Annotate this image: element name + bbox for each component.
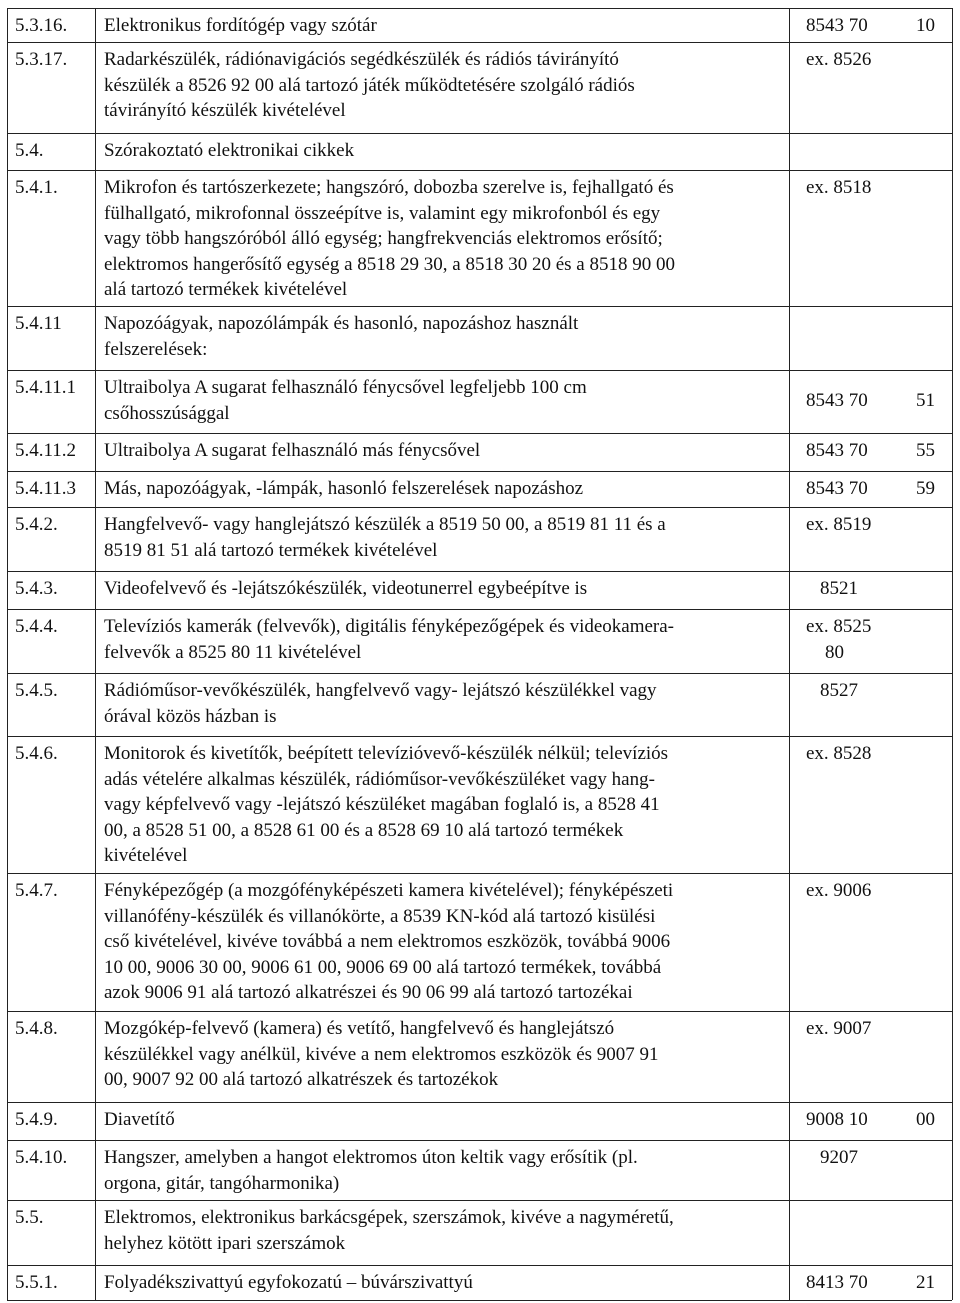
row-separator [7, 8, 952, 9]
item-description-line: Hangszer, amelyben a hangot elektromos úton keltik vagy erősítik (pl. [104, 1147, 638, 1168]
item-number: 5.4.9. [15, 1109, 58, 1130]
item-description-line: Más, napozóágyak, -lámpák, hasonló felszerelések napozáshoz [104, 478, 584, 499]
row-separator [7, 571, 952, 572]
item-description-line: kivételével [104, 845, 188, 866]
item-description-line: felszerelések: [104, 338, 208, 360]
item-description-line: fülhallgató, mikrofonnal összeépítve is, valamint egy mikrofonból és egy [104, 202, 661, 224]
item-description-line: orgona, gitár, tangóharmonika) [104, 1172, 340, 1194]
hs-code: ex. 8525 [806, 616, 872, 637]
item-description-line: villanófény-készülék és villanókörte, a 8539 KN-kód alá tartozó kisülési [104, 905, 656, 927]
item-description-line: készülék a 8526 92 00 alá tartozó játék működtetésére szolgáló rádiós [104, 74, 635, 96]
row-separator [7, 609, 952, 610]
item-description-line: felvevők a 8525 80 11 kivételével [104, 641, 362, 663]
item-number: 5.4.2. [15, 514, 58, 535]
row-separator [7, 1102, 952, 1103]
hs-subcode: 51 [916, 389, 935, 411]
row-separator [7, 42, 952, 43]
hs-code: ex. 8526 [806, 49, 872, 70]
item-description-line: 10 00, 9006 30 00, 9006 61 00, 9006 69 00 alá tartozó termékek, továbbá [104, 956, 662, 978]
column-divider-description [789, 8, 790, 1300]
hs-subcode: 00 [916, 1109, 935, 1130]
item-description-line: Diavetítő [104, 1109, 175, 1130]
hs-code: 8413 70 [806, 1272, 868, 1293]
item-number: 5.4. [15, 140, 44, 161]
item-number: 5.4.8. [15, 1018, 58, 1039]
item-description-line: vagy több hangszóróból álló egység; hangfrekvenciás elektromos erősítő; [104, 228, 663, 249]
item-description-line: Monitorok és kivetítők, beépített televízióvevő-készülék nélkül; televíziós [104, 743, 669, 764]
row-separator [7, 1140, 952, 1141]
hs-code: ex. 9006 [806, 880, 872, 901]
item-number: 5.3.17. [15, 49, 68, 70]
item-number: 5.4.10. [15, 1147, 68, 1168]
hs-code: ex. 8518 [806, 177, 872, 198]
hs-code: 8543 70 [806, 440, 868, 461]
item-description-line: Szórakoztató elektronikai cikkek [104, 140, 355, 161]
item-number: 5.4.11 [15, 313, 62, 334]
item-description-line: adás vételére alkalmas készülék, rádióműsor-vevőkészüléket vagy hang- [104, 768, 655, 790]
hs-subcode: 59 [916, 478, 935, 499]
item-description-line: azok 9006 91 alá tartozó alkatrészei és 90 06 99 alá tartozó tartozékai [104, 982, 633, 1003]
row-separator [7, 873, 952, 874]
hs-subcode: 21 [916, 1272, 935, 1293]
row-separator [7, 1011, 952, 1012]
row-separator [7, 507, 952, 508]
item-number: 5.3.16. [15, 15, 68, 36]
item-number: 5.5. [15, 1207, 44, 1228]
row-separator [7, 1200, 952, 1201]
item-number: 5.5.1. [15, 1272, 58, 1293]
hs-code: ex. 8519 [806, 514, 872, 535]
row-separator [7, 133, 952, 134]
hs-code: 8543 70 [806, 478, 868, 499]
hs-code: ex. 8528 [806, 743, 872, 764]
item-description-line: Radarkészülék, rádiónavigációs segédkészülék és rádiós távirányító [104, 49, 619, 70]
item-description-line: Televíziós kamerák (felvevők), digitális fényképezőgépek és videokamera- [104, 616, 675, 637]
item-description-line: Rádióműsor-vevőkészülék, hangfelvevő vagy- lejátszó készülékkel vagy [104, 680, 657, 701]
row-separator [7, 673, 952, 674]
hs-code: 9207 [820, 1147, 858, 1168]
column-divider-number [95, 8, 96, 1300]
item-description-line: helyhez kötött ipari szerszámok [104, 1232, 346, 1254]
item-description-line: Mozgókép-felvevő (kamera) és vetítő, hangfelvevő és hanglejátszó [104, 1018, 615, 1039]
item-description-line: vagy képfelvevő vagy -lejátszó készüléket magában foglaló is, a 8528 41 [104, 794, 660, 815]
item-description-line: órával közös házban is [104, 705, 277, 727]
row-separator [7, 370, 952, 371]
item-description-line: cső kivételével, kivéve továbbá a nem elektromos eszközök, továbbá 9006 [104, 931, 671, 952]
item-description-line: alá tartozó termékek kivételével [104, 279, 348, 300]
item-description-line: készülékkel vagy anélkül, kivéve a nem elektromos eszközök és 9007 91 [104, 1043, 659, 1065]
item-number: 5.4.11.2 [15, 440, 77, 461]
hs-code: ex. 9007 [806, 1018, 872, 1039]
item-number: 5.4.4. [15, 616, 58, 637]
item-number: 5.4.6. [15, 743, 58, 764]
item-description-line: csőhosszúsággal [104, 402, 230, 424]
item-description-line: 00, 9007 92 00 alá tartozó alkatrészek és tartozékok [104, 1069, 499, 1090]
item-description-line: Ultraibolya A sugarat felhasználó más fénycsővel [104, 440, 481, 461]
row-separator [7, 736, 952, 737]
row-separator [7, 1300, 952, 1301]
item-description-line: Mikrofon és tartószerkezete; hangszóró, dobozba szerelve is, fejhallgató és [104, 177, 674, 198]
row-separator [7, 306, 952, 307]
item-number: 5.4.7. [15, 880, 58, 901]
item-number: 5.4.11.1 [15, 377, 77, 398]
item-number: 5.4.1. [15, 177, 58, 198]
hs-subcode: 55 [916, 440, 935, 461]
hs-code: 8521 [820, 578, 858, 599]
hs-subcode: 10 [916, 15, 935, 36]
item-description-line: Ultraibolya A sugarat felhasználó fénycsővel legfeljebb 100 cm [104, 377, 587, 398]
hs-code-continuation: 80 [825, 641, 844, 663]
item-description-line: Elektronikus fordítógép vagy szótár [104, 15, 377, 36]
item-description-line: Fényképezőgép (a mozgófényképészeti kamera kivételével); fényképészeti [104, 880, 674, 901]
item-description-line: Napozóágyak, napozólámpák és hasonló, napozáshoz használt [104, 313, 579, 334]
item-description-line: 00, a 8528 51 00, a 8528 61 00 és a 8528 69 10 alá tartozó termékek [104, 819, 624, 841]
item-number: 5.4.3. [15, 578, 58, 599]
item-description-line: távirányító készülék kivételével [104, 100, 346, 121]
item-description-line: Elektromos, elektronikus barkácsgépek, szerszámok, kivéve a nagyméretű, [104, 1207, 674, 1228]
item-description-line: Folyadékszivattyú egyfokozatú – búvárszivattyú [104, 1272, 473, 1293]
item-number: 5.4.11.3 [15, 478, 77, 499]
hs-code: 8543 70 [806, 15, 868, 36]
item-description-line: Hangfelvevő- vagy hanglejátszó készülék a 8519 50 00, a 8519 81 11 és a [104, 514, 666, 535]
row-separator [7, 1265, 952, 1266]
row-separator [7, 433, 952, 434]
hs-code: 8543 70 [806, 389, 868, 411]
item-description-line: Videofelvevő és -lejátszókészülék, videotunerrel egybeépítve is [104, 578, 588, 599]
item-description-line: 8519 81 51 alá tartozó termékek kivételével [104, 539, 438, 561]
item-number: 5.4.5. [15, 680, 58, 701]
hs-code: 8527 [820, 680, 858, 701]
item-description-line: elektromos hangerősítő egység a 8518 29 30, a 8518 30 20 és a 8518 90 00 [104, 253, 675, 275]
table-border-left [7, 8, 8, 1300]
table-border-right [952, 8, 953, 1300]
row-separator [7, 170, 952, 171]
hs-code: 9008 10 [806, 1109, 868, 1130]
row-separator [7, 471, 952, 472]
